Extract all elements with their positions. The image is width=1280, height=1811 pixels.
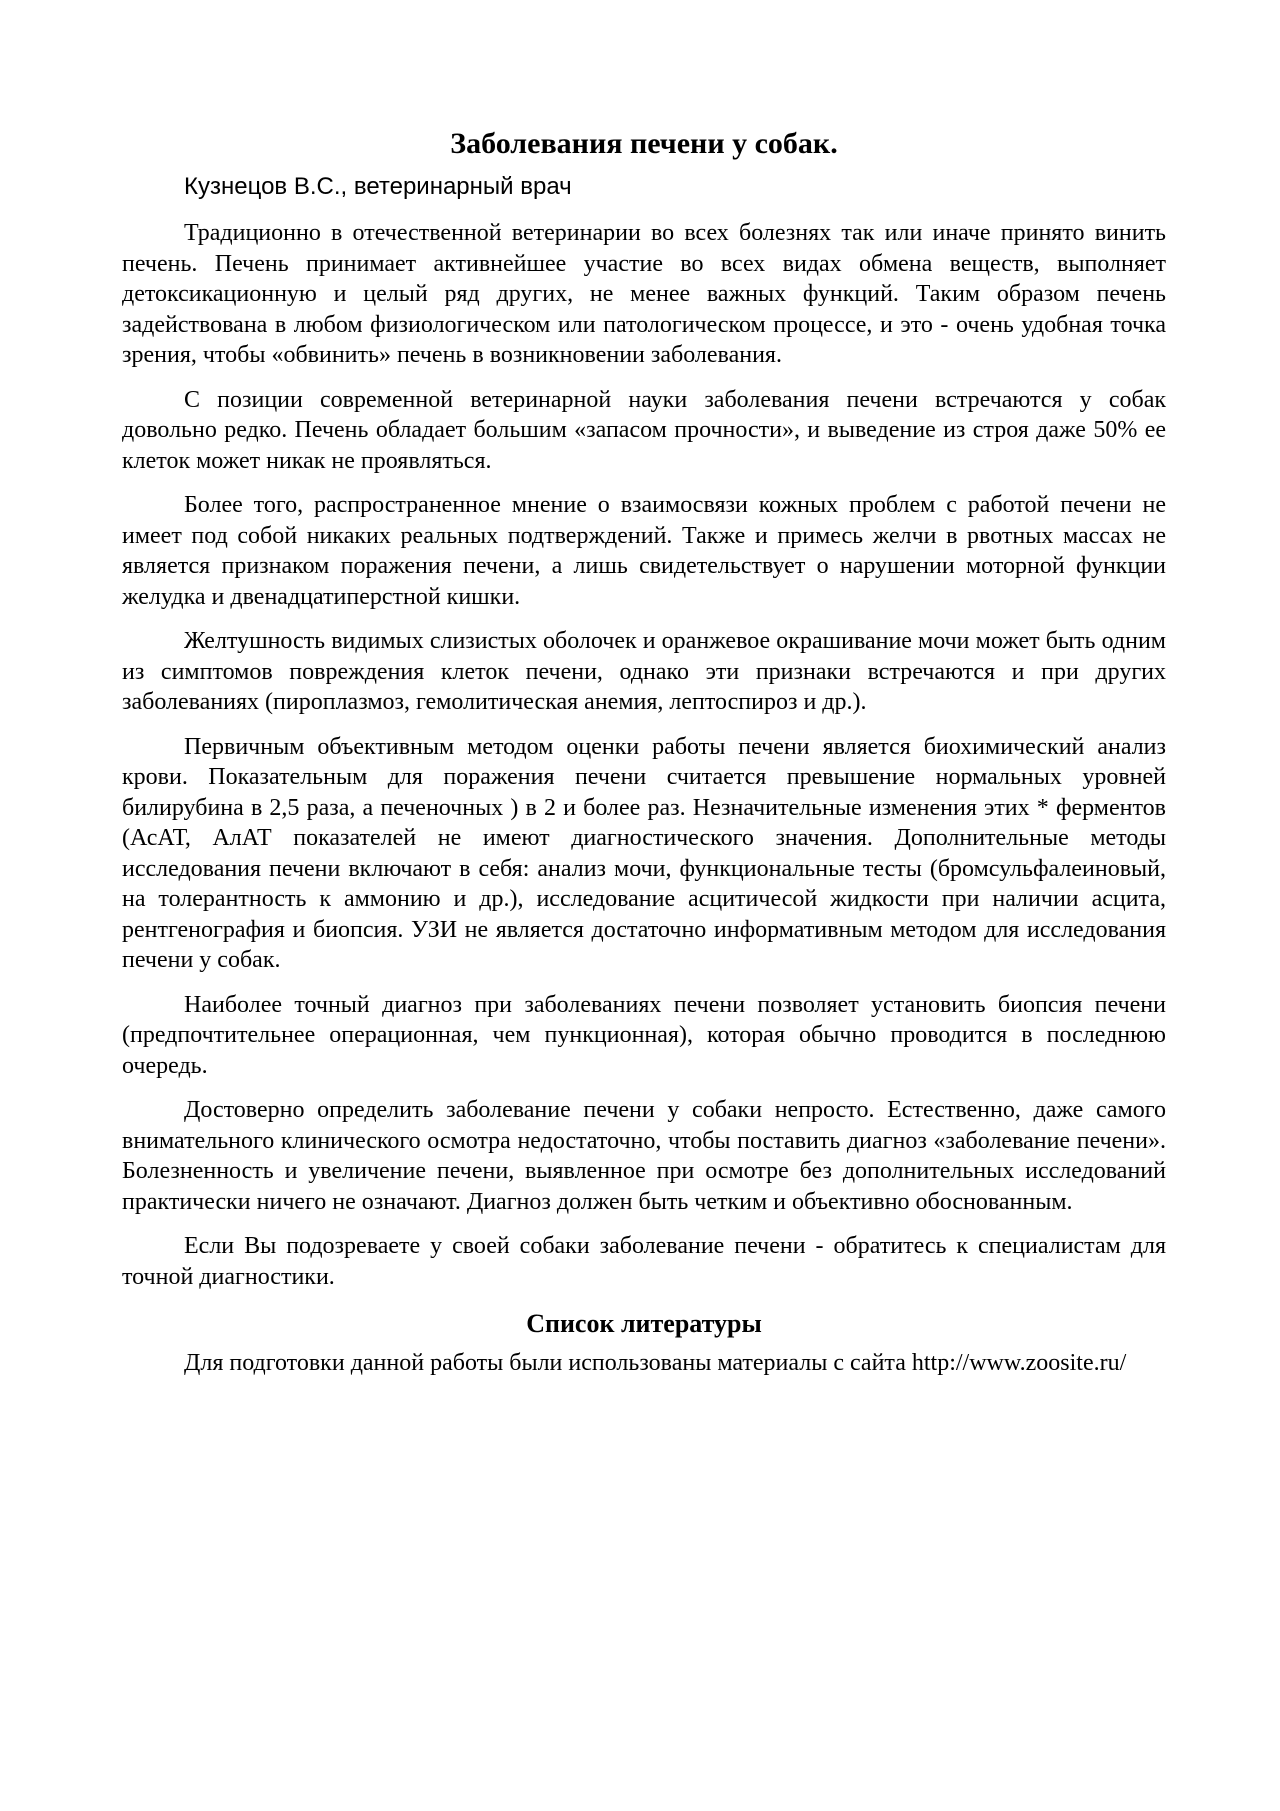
paragraph: Наиболее точный диагноз при заболеваниях печени позволяет установить биопсия печени (предпочтительнее операционная, чем пункционная), которая обычно проводится в последнюю очередь. (122, 991, 1166, 1079)
paragraph: Желтушность видимых слизистых оболочек и оранжевое окрашивание мочи может быть одним из симптомов повреждения клеток печени, однако эти признаки встречаются и при других заболеваниях (пироплазмоз, гемолитическая анемия, лептоспироз и др.). (122, 628, 1166, 715)
references-sentence: Для подготовки данной работы были использованы материалы с сайта (184, 1350, 906, 1376)
document-author: Кузнецов В.С., ветеринарный врач (184, 173, 572, 200)
references-heading: Список литературы (526, 1309, 762, 1338)
paragraph: Традиционно в отечественной ветеринарии во всех болезнях так или иначе принято винить печень. Печень принимает активнейшее участие во всех видах обмена веществ, выполняет детоксикационную и целый ряд других, не менее важных функций. Таким образом печень задействована в любом физиологическом или патологическом процессе, и это - очень удобная точка зрения, чтобы «обвинить» печень в возникновении заболевания. (122, 220, 1166, 368)
document-title: Заболевания печени у собак. (450, 127, 838, 160)
paragraph: Достоверно определить заболевание печени у собаки непросто. Естественно, даже самого внимательного клинического осмотра недостаточно, чтобы поставить диагноз «заболевание печени». Болезненность и увеличение печени, выявленное при осмотре без дополнительных исследований практически ничего не означают. Диагноз должен быть четким и объективно обоснованным. (122, 1097, 1166, 1215)
references-text (122, 1348, 1166, 1379)
paragraph: Более того, распространенное мнение о взаимосвязи кожных проблем с работой печени не имеет под собой никаких реальных подтверждений. Также и примесь желчи в рвотных массах не является признаком поражения печени, а лишь свидетельствует о нарушении моторной функции желудка и двенадцатиперстной кишки. (122, 492, 1166, 610)
document-body (122, 124, 1166, 1379)
paragraph: Первичным объективным методом оценки работы печени является биохимический анализ крови. Показательным для поражения печени считается превышение нормальных уровней билирубина в 2,5 раза, а печеночных ) в 2 и более раз. Незначительные изменения этих * ферментов (АсАТ, АлАТ показателей не имеют диагностического значения. Дополнительные методы исследования печени включают в себя: анализ мочи, функциональные тесты (бромсульфалеиновый, на толерантность к аммонию и др.), исследование асцитичесой жидкости при наличии асцита, рентгенография и биопсия. УЗИ не является достаточно информативным методом для исследования печени у собак. (122, 733, 1166, 973)
paragraph: Если Вы подозреваете у своей собаки заболевание печени - обратитесь к специалистам для точной диагностики. (122, 1233, 1166, 1290)
paragraph: С позиции современной ветеринарной науки заболевания печени встречаются у собак довольно редко. Печень обладает большим «запасом прочности», и выведение из строя даже 50% ее клеток может никак не проявляться. (122, 386, 1166, 474)
references-url: http://www.zoosite.ru/ (911, 1350, 1127, 1376)
